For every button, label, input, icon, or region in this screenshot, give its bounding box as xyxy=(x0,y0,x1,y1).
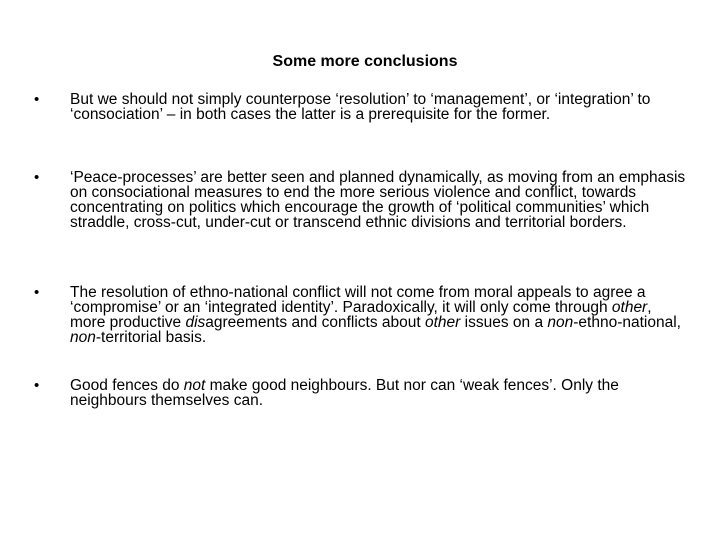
bullet-text: ‘Peace-processes’ are better seen and planned dynamically, as moving from an emphasis on consociational measures to end the more serious violence and conflict, towards concentrating on politics which encourage the growth of ‘political communities’ which straddle, cross-cut, under-cut or transcend ethnic divisions and territorial borders. xyxy=(70,169,686,231)
bullet-icon: • xyxy=(34,377,40,394)
bullet-icon: • xyxy=(34,284,40,301)
bullet-text: But we should not simply counterpose ‘resolution’ to ‘management’, or ‘integration’ to ‘consociation’ – in both cases the latter is a prerequisite for the former. xyxy=(70,91,651,123)
bullet-text: Good fences do not make good neighbours. But nor can ‘weak fences’. Only the neighbours themselves can. xyxy=(70,377,619,409)
bullet-icon: • xyxy=(34,91,40,108)
bullet-icon: • xyxy=(34,169,40,186)
slide-title: Some more conclusions xyxy=(272,53,458,70)
bullet-text: The resolution of ethno-national conflict will not come from moral appeals to agree a ‘compromise’ or an ‘integrated identity’. Paradoxically, it will only come through other, more productive disagreements and conflicts about other issues on a non-ethno-national, non-territorial basis. xyxy=(70,284,681,346)
